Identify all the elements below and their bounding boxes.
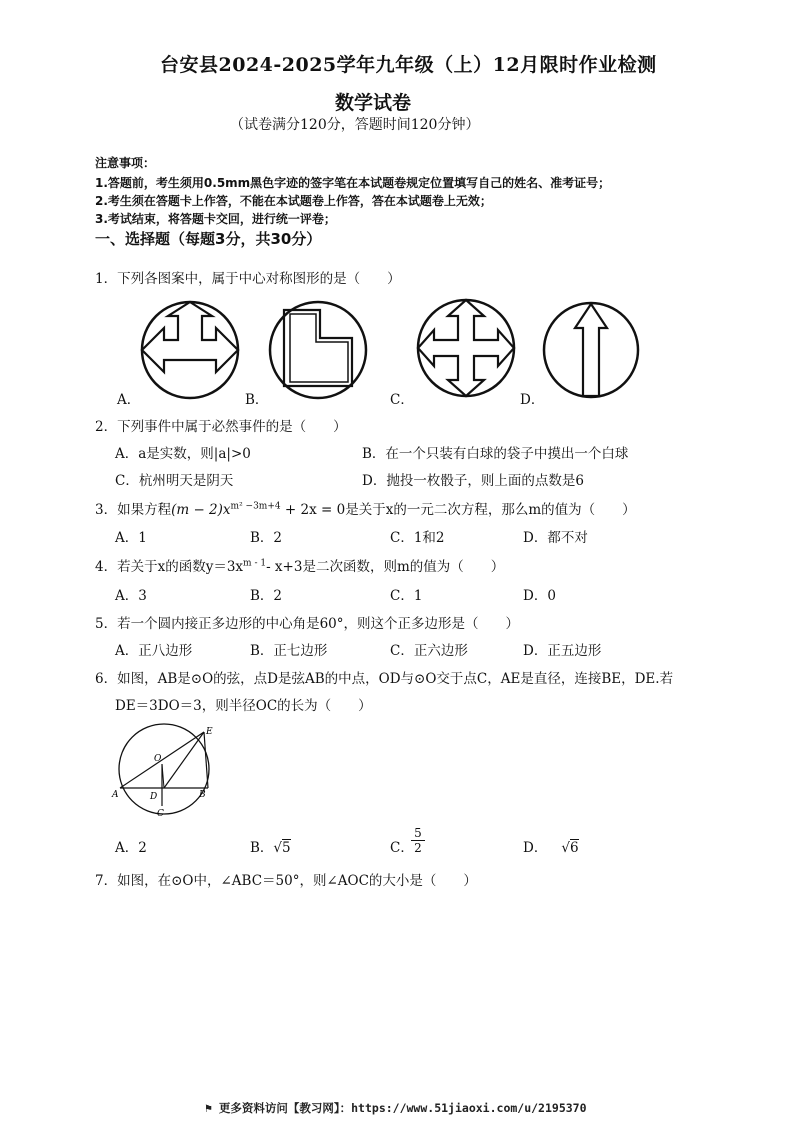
q6-figure [110,722,220,822]
q3-option-c: C．1和2 [390,530,445,546]
q4-option-d: D．0 [523,588,556,604]
exam-subject: 数学试卷 [335,92,412,114]
q2-option-d: D．抛投一枚骰子，则上面的点数是6 [362,473,584,489]
q1-figure-c [416,298,521,398]
q4-option-c: C．1 [390,588,423,604]
q3-option-b: B．2 [250,530,283,546]
q5-option-c: C．正六边形 [390,643,468,659]
label-c: C [157,809,164,819]
label-o: O [154,754,162,764]
q6-option-a: A．2 [115,840,147,856]
q5-option-d: D．正五边形 [523,643,602,659]
q6-option-b: B．√5 [250,840,291,856]
notice-item: 2.考生须在答题卡上作答，不能在本试题卷上作答，答在本试题卷上无效； [95,194,492,208]
q6-option-d: D． √6 [523,840,579,856]
notice-heading: 注意事项： [95,156,156,170]
question-1-stem: 1．下列各图案中，属于中心对称图形的是（ ） [95,271,401,287]
question-6-stem-line2: DE＝3DO＝3，则半径OC的长为（ ） [115,698,372,714]
q2-option-b: B．在一个只装有白球的袋子中摸出一个白球 [362,446,629,462]
exam-title: 台安县2024-2025学年九年级（上）12月限时作业检测 [160,54,657,76]
q1-option-d: D． [520,392,545,408]
q2-option-c: C．杭州明天是阴天 [115,473,234,489]
label-d: D [150,792,158,802]
section-heading: 一、选择题（每题3分，共30分） [95,230,322,248]
notice-item: 1.答题前，考生须用0.5mm黑色字迹的签字笔在本试题卷规定位置填写自己的姓名、准考证号； [95,176,611,190]
question-4-stem: 4．若关于x的函数$y=3x^{m - 1}-$ x+3是二次函数，则m的值为（ ） [95,558,505,575]
q6-option-c: C． [390,840,414,856]
q5-option-b: B．正七边形 [250,643,328,659]
label-e: E [206,727,213,737]
label-b: B [199,790,206,800]
question-7-stem: 7．如图，在⊙O中，∠ABC＝50°，则∠AOC的大小是（ ） [95,873,477,889]
q3-option-d: D．都不对 [523,530,588,546]
q1-option-a: A． [117,392,141,408]
footer-link[interactable]: 更多资料访问【教习网】：https://www.51jiaoxi.com/u/2195370 [218,1101,587,1115]
label-a: A [112,790,119,800]
question-2-stem: 2．下列事件中属于必然事件的是（ ） [95,419,347,435]
flag-icon: ⚑ [205,1101,212,1115]
q5-option-a: A．正八边形 [115,643,193,659]
notice-item: 3.考试结束，将答题卡交回，进行统一评卷； [95,212,336,226]
q1-option-b: B． [245,392,269,408]
question-6-stem-line1: 6．如图，AB是⊙O的弦，点D是弦AB的中点，OD与⊙O交于点C，AE是直径，连接BE，DE.若 [95,671,674,687]
question-5-stem: 5．若一个圆内接正多边形的中心角是60°，则这个正多边形是（ ） [95,616,520,632]
q4-option-a: A．3 [115,588,147,604]
q1-figure-b [268,300,373,400]
footer [205,1100,587,1116]
q1-figure-a [140,300,245,400]
question-3-stem: 3．如果方程$(m - 2)x^{m^2 -3m+4} + 2x = 0$是关于x的一元二次方程，那么m的值为（ ） [95,501,636,518]
q3-option-a: A．1 [115,530,147,546]
q1-figure-d [543,300,643,400]
exam-info: （试卷满分120分，答题时间120分钟） [230,117,480,133]
q2-option-a: A．a是实数，则|a|>0 [115,446,251,462]
q4-option-b: B．2 [250,588,283,604]
q6-option-c-fraction: 5 2 [411,826,425,855]
q1-option-c: C． [390,392,414,408]
